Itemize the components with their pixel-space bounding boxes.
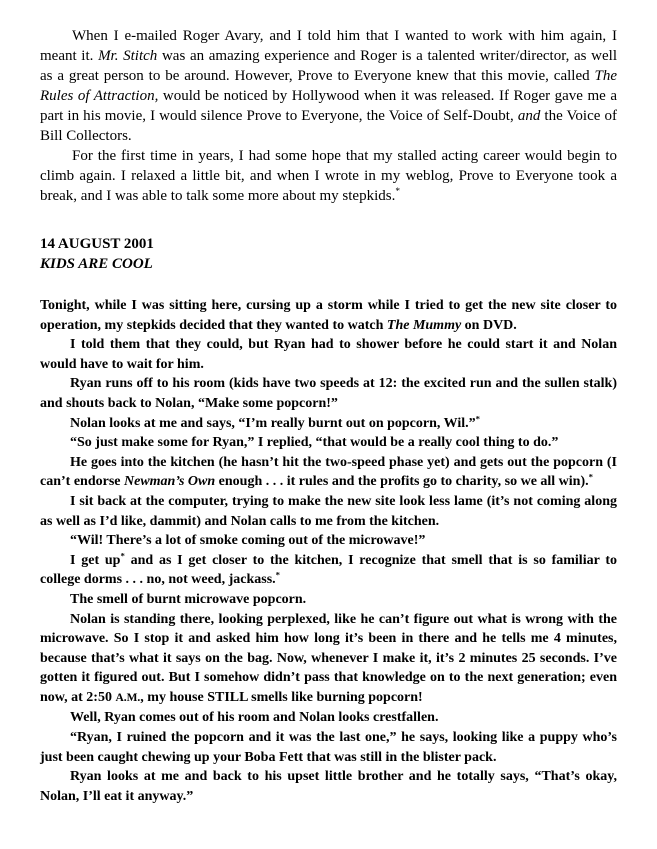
entry-section (40, 296, 617, 806)
text-segment: Nolan looks at me and says, “I’m really burnt out on popcorn, Wil.” (70, 415, 476, 431)
paragraph (40, 335, 617, 374)
footnote-asterisk: * (275, 569, 280, 580)
text-segment: The smell of burnt microwave popcorn. (70, 591, 307, 607)
text-segment: When I e-mailed Roger Avary, and I told him that I wanted to work with him again, I meant it. (40, 28, 617, 64)
paragraph (40, 590, 617, 610)
text-segment: “Ryan, I ruined the popcorn and it was the last one,” he says, looking like a puppy who’s just been caught chewing up your Boba Fett that was still in the blister pack. (40, 730, 617, 765)
text-segment: the Voice of Bill Collectors. (40, 108, 618, 144)
footnote-asterisk: * (588, 471, 593, 482)
paragraph (40, 433, 617, 453)
entry-date: 14 AUGUST 2001 (40, 236, 154, 252)
paragraph (40, 551, 617, 590)
text-segment: Tonight, while I was sitting here, cursing up a storm while I tried to get the new site closer to operation, my stepkids decided that they wanted to watch (40, 298, 617, 333)
paragraph (40, 453, 617, 492)
text-segment: would be noticed by Hollywood when it was released. If Roger gave me a part in his movie, I would silence Prove to Everyone, the Voice of Self-Doubt, (40, 88, 617, 124)
text-segment: I get up (70, 552, 121, 568)
paragraph (40, 708, 617, 728)
footnote-asterisk: * (475, 412, 481, 423)
text-segment: Well, Ryan comes out of his room and Nolan looks crestfallen. (70, 710, 439, 726)
paragraph (40, 414, 617, 434)
paragraph (40, 146, 617, 206)
text-segment: For the first time in years, I had some hope that my stalled acting career would begin to climb again. I relaxed a little bit, and when I wrote in my weblog, Prove to Everyone took a break, and I was able to talk some more about my stepkids. (40, 148, 617, 204)
text-segment: was an amazing experience and Roger is a talented writer/director, as well as a great person to be around. However, Prove to Everyone knew that this movie, called (40, 48, 617, 84)
text-segment: and as I get closer to the kitchen, I recognize that smell that is so familiar to college dorms . . . no, not weed, jackass. (40, 552, 617, 588)
text-segment: The Rules of Attraction, (40, 68, 617, 104)
text-segment: Ryan runs off to his room (kids have two speeds at 12: the excited run and the sullen stalk) and shouts back to Nolan, “Make some popcorn!” (40, 376, 617, 411)
paragraph (40, 767, 617, 806)
paragraph (40, 610, 617, 709)
text-segment: Ryan looks at me and back to his upset little brother and he totally says, “That’s okay, Nolan, I’ll eat it anyway.” (40, 769, 617, 804)
text-segment: , my house STILL smells like burning popcorn! (140, 689, 423, 705)
text-segment: I sit back at the computer, trying to make the new site look less lame (it’s not coming along as well as I’d like, dammit) and Nolan calls to me from the kitchen. (40, 493, 617, 529)
text-segment: I told them that they could, but Ryan had to shower before he could start it and Nolan would have to wait for him. (40, 337, 617, 372)
text-segment: The Mummy (386, 317, 462, 333)
entry-heading (40, 234, 617, 274)
text-segment: “So just make some for Ryan,” I replied, “that would be a really cool thing to do.” (70, 435, 559, 451)
text-segment: “Wil! There’s a lot of smoke coming out of the microwave!” (70, 533, 426, 549)
entry-title: KIDS ARE COOL (40, 256, 153, 272)
footnote-asterisk: * (120, 550, 125, 561)
text-segment: and (517, 108, 541, 124)
paragraph (40, 531, 617, 551)
text-segment: A.M. (115, 691, 141, 704)
text-segment: Nolan is standing there, looking perplexed, like he can’t figure out what is wrong with the microwave. So I stop it and asked him how long it’s been in there and he tells me 4 minutes, because that’s what it says on the bag. Now, whenever I make it, it’s 2 minutes 25 seconds. I’ve gotten it figured out. But I somehow didn’t pass that knowledge on to the next generation; even now, at 2:50 (40, 611, 617, 705)
text-segment: He goes into the kitchen (he hasn’t hit the two-speed phase yet) and gets out the popcorn (I can’t endorse (40, 454, 617, 490)
intro-section (40, 26, 617, 206)
paragraph (40, 296, 617, 335)
text-segment: enough . . . it rules and the profits go to charity, so we all win). (215, 474, 589, 490)
text-segment: Mr. Stitch (98, 48, 158, 64)
text-segment: Newman’s Own (124, 474, 216, 490)
paragraph (40, 728, 617, 767)
paragraph (40, 374, 617, 413)
paragraph (40, 492, 617, 531)
paragraph (40, 26, 617, 146)
text-segment: on DVD. (461, 317, 517, 333)
footnote-asterisk: * (395, 187, 400, 197)
